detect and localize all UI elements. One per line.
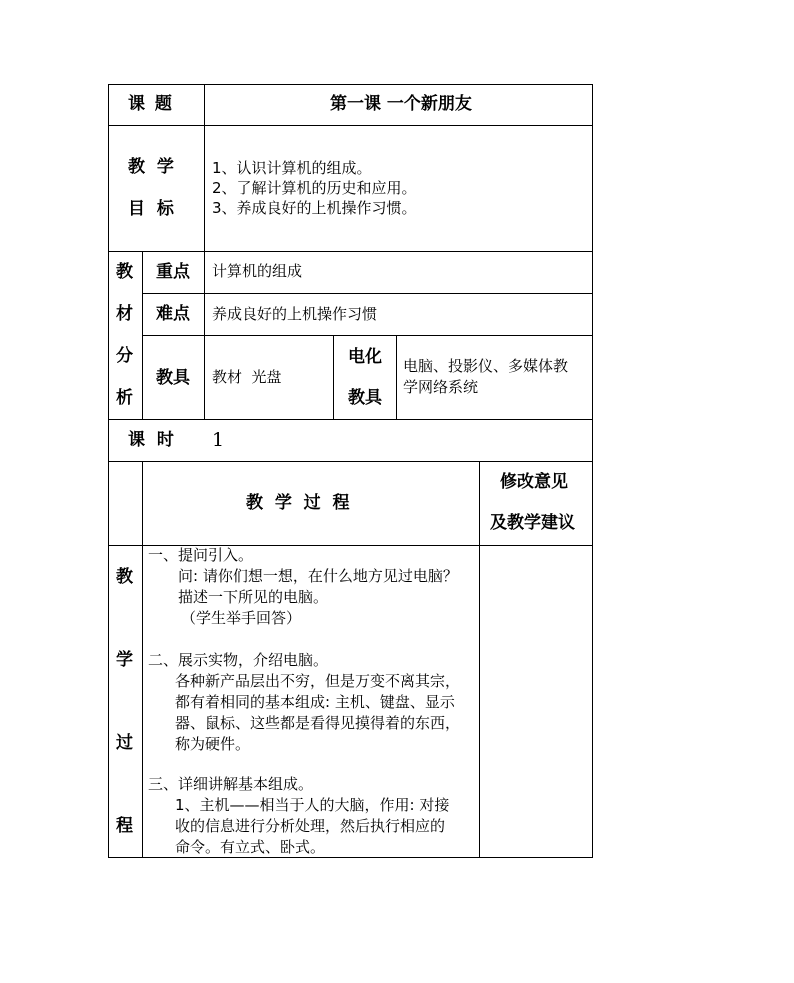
goal-item: 1、认识计算机的组成。 xyxy=(212,159,372,177)
goal-item: 3、养成良好的上机操作习惯。 xyxy=(212,199,417,217)
topic-label: 课 题 xyxy=(128,94,174,114)
process-line: 都有着相同的基本组成: 主机、键盘、显示 xyxy=(175,693,455,711)
goals-label-line1: 教 学 xyxy=(128,157,174,177)
process-side-char: 过 xyxy=(116,733,133,753)
analysis-side-char: 析 xyxy=(116,388,133,408)
process-line: 1、主机——相当于人的大脑，作用: 对接 xyxy=(175,796,450,814)
process-line: 问: 请你们想一想，在什么地方见过电脑？ xyxy=(178,567,458,585)
process-line: 器、鼠标、这些都是看得见摸得着的东西， xyxy=(175,714,461,732)
process-line: （学生举手回答） xyxy=(181,609,302,627)
hours-label: 课 时 xyxy=(128,430,174,450)
process-heading: 教 学 过 程 xyxy=(246,493,350,513)
process-line: 各种新产品层出不穷，但是万变不离其宗， xyxy=(175,672,461,690)
hours-value: 1 xyxy=(212,429,225,451)
analysis-side-char: 教 xyxy=(116,262,133,282)
process-side-char: 教 xyxy=(116,567,133,587)
process-line: 命令。有立式、卧式。 xyxy=(175,838,326,856)
process-line: 一、提问引入。 xyxy=(148,546,254,564)
suggestion-label-line1: 修改意见 xyxy=(500,472,568,492)
process-side-char: 学 xyxy=(116,650,133,670)
etools-value-line1: 电脑、投影仪、多媒体教 xyxy=(403,357,569,375)
analysis-side-char: 分 xyxy=(116,346,133,366)
goals-label-line2: 目 标 xyxy=(128,199,174,219)
suggestion-label-line2: 及教学建议 xyxy=(490,513,575,533)
process-line: 二、展示实物，介绍电脑。 xyxy=(148,651,329,669)
key-point-label: 重点 xyxy=(156,262,190,282)
difficulty-value: 养成良好的上机操作习惯 xyxy=(212,305,378,323)
tools-value: 教材 光盘 xyxy=(212,368,282,386)
difficulty-label: 难点 xyxy=(156,304,190,324)
etools-label-line2: 教具 xyxy=(348,388,382,408)
lesson-title: 第一课 一个新朋友 xyxy=(330,94,472,114)
process-side-char: 程 xyxy=(116,816,133,836)
process-line: 描述一下所见的电脑。 xyxy=(178,588,329,606)
goal-item: 2、了解计算机的历史和应用。 xyxy=(212,179,417,197)
etools-value-line2: 学网络系统 xyxy=(403,378,479,396)
key-point-value: 计算机的组成 xyxy=(212,262,303,280)
etools-label-line1: 电化 xyxy=(348,347,382,367)
process-line: 三、详细讲解基本组成。 xyxy=(148,775,314,793)
tools-label: 教具 xyxy=(156,368,190,388)
process-line: 收的信息进行分析处理，然后执行相应的 xyxy=(175,817,446,835)
process-line: 称为硬件。 xyxy=(175,735,251,753)
analysis-side-char: 材 xyxy=(116,304,133,324)
